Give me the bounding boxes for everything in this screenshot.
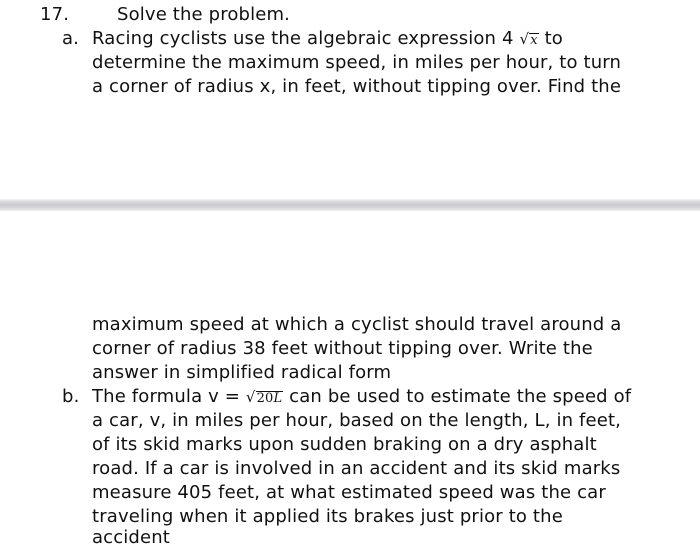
part-a-line-5: corner of radius 38 feet without tipping over. Write the <box>92 338 593 359</box>
sqrt-radicand <box>256 391 284 406</box>
part-b-line-5: measure 405 feet, at what estimated speed was the car <box>92 482 606 503</box>
sqrt-radicand <box>529 33 538 48</box>
radical-sign-icon: √ <box>519 30 530 48</box>
part-b-line-6: traveling when it applied its brakes just prior to the <box>92 506 563 527</box>
radicand-variable: x <box>530 33 538 48</box>
part-a-line-6: answer in simplified radical form <box>92 362 392 383</box>
part-b-line-1-text: The formula v = <box>92 386 241 407</box>
part-b-marker: b. <box>62 386 80 407</box>
problem-heading: Solve the problem. <box>117 4 291 25</box>
part-b-line-2: a car, v, in miles per hour, based on the length, L, in feet, <box>92 410 622 431</box>
page-divider <box>0 199 700 211</box>
part-b-line-1 <box>92 385 631 410</box>
part-a-line-1 <box>92 27 563 52</box>
sqrt-20l-expression <box>246 385 283 410</box>
problem-number: 17. <box>40 4 70 25</box>
radicand-number: 20 <box>256 391 274 406</box>
part-a-marker: a. <box>62 28 80 49</box>
radical-sign-icon: √ <box>245 388 256 406</box>
part-a-line-1-text: Racing cyclists use the algebraic expression 4 <box>92 28 514 49</box>
part-a-line-1-tail: to <box>544 28 563 49</box>
radicand-variable: L <box>273 391 283 406</box>
part-a-line-4: maximum speed at which a cyclist should travel around a <box>92 314 622 335</box>
part-b-line-7: accident <box>92 527 170 548</box>
sqrt-x-expression <box>519 27 538 52</box>
part-b-line-3: of its skid marks upon sudden braking on a dry asphalt <box>92 434 597 455</box>
part-a-line-3: a corner of radius x, in feet, without tipping over. Find the <box>92 76 622 97</box>
part-a-line-2: determine the maximum speed, in miles per hour, to turn <box>92 52 622 73</box>
part-b-line-1-tail: can be used to estimate the speed of <box>289 386 632 407</box>
part-b-line-4: road. If a car is involved in an accident and its skid marks <box>92 458 621 479</box>
